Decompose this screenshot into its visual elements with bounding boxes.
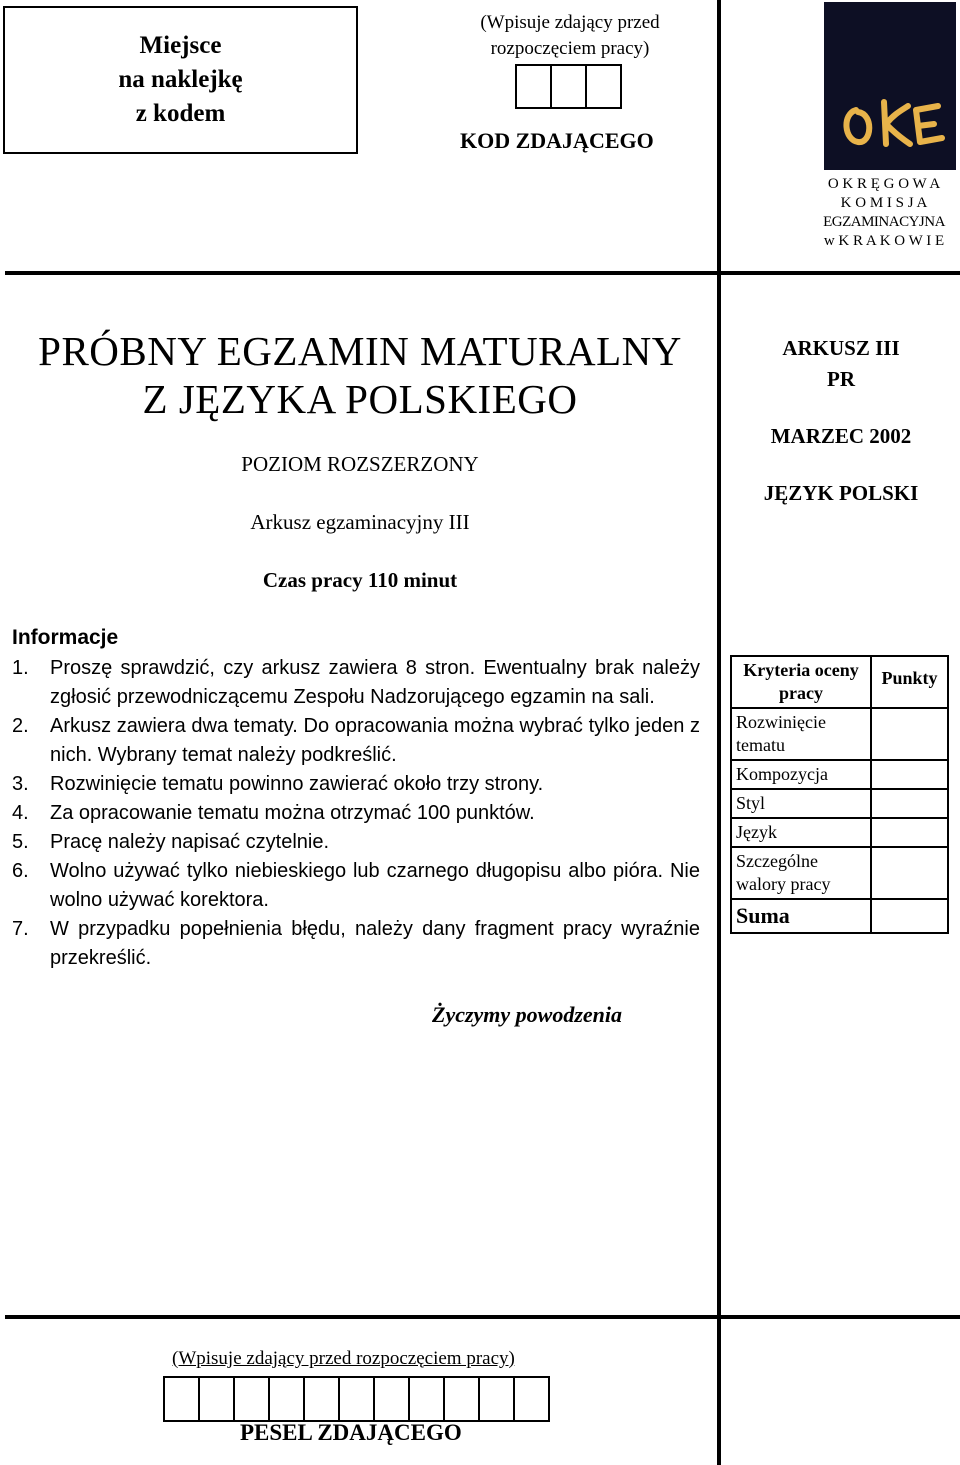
sticker-line-3: z kodem bbox=[135, 100, 226, 127]
info-item bbox=[12, 712, 700, 770]
info-item-number: 3. bbox=[12, 773, 29, 795]
exam-title-line-2: Z JĘZYKA POLSKIEGO bbox=[142, 376, 578, 422]
info-list bbox=[12, 654, 700, 973]
info-item bbox=[12, 799, 700, 828]
criterion-label: Język bbox=[731, 818, 871, 847]
code-box-2[interactable] bbox=[550, 64, 587, 109]
criterion-label: Szczególne walory pracy bbox=[731, 847, 871, 899]
info-item-text: Wolno używać tylko niebieskiego lub czarnego długopisu albo pióra. Nie wolno używać korektora. bbox=[50, 860, 700, 911]
table-row bbox=[731, 789, 948, 818]
table-row bbox=[731, 847, 948, 899]
code-note-line-2: rozpoczęciem pracy) bbox=[490, 38, 650, 59]
code-boxes bbox=[517, 64, 622, 109]
points-header: Punkty bbox=[871, 656, 948, 708]
criterion-points[interactable] bbox=[871, 818, 948, 847]
info-heading: Informacje bbox=[12, 626, 119, 649]
vertical-divider-top bbox=[717, 0, 721, 1465]
info-item-text: Arkusz zawiera dwa tematy. Do opracowania można wybrać tylko jeden z nich. Wybrany temat należy podkreślić. bbox=[50, 715, 700, 766]
pesel-box-2[interactable] bbox=[198, 1376, 235, 1422]
table-row bbox=[731, 760, 948, 789]
exam-title bbox=[10, 327, 710, 423]
pesel-boxes bbox=[165, 1376, 550, 1422]
code-note-line-1: (Wpisuje zdający przed bbox=[480, 12, 660, 33]
pesel-box-11[interactable] bbox=[513, 1376, 550, 1422]
info-item bbox=[12, 828, 700, 857]
exam-time: Czas pracy 110 minut bbox=[262, 568, 458, 592]
criteria-table bbox=[730, 655, 949, 934]
info-item-number: 2. bbox=[12, 715, 29, 737]
exam-title-line-1: PRÓBNY EGZAMIN MATURALNY bbox=[38, 328, 682, 374]
criterion-label: Kompozycja bbox=[731, 760, 871, 789]
code-label: KOD ZDAJĄCEGO bbox=[460, 128, 654, 153]
oke-caption bbox=[808, 175, 960, 251]
sum-label: Suma bbox=[731, 899, 871, 933]
exam-sheet: Arkusz egzaminacyjny III bbox=[250, 510, 470, 534]
table-row bbox=[731, 708, 948, 760]
criterion-points[interactable] bbox=[871, 760, 948, 789]
table-row bbox=[731, 818, 948, 847]
oke-logo bbox=[824, 2, 956, 170]
sticker-box bbox=[3, 6, 358, 154]
criteria-header: Kryteria oceny pracy bbox=[731, 656, 871, 708]
exam-level: POZIOM ROZSZERZONY bbox=[241, 452, 479, 476]
pesel-note: (Wpisuje zdający przed rozpoczęciem pracy) bbox=[172, 1348, 515, 1369]
criteria-header-row bbox=[731, 656, 948, 708]
exam-date: MARZEC 2002 bbox=[770, 424, 912, 448]
info-item-text: Pracę należy napisać czytelnie. bbox=[50, 831, 330, 853]
pesel-box-5[interactable] bbox=[303, 1376, 340, 1422]
horizontal-divider-top bbox=[5, 271, 960, 275]
info-item-number: 6. bbox=[12, 860, 29, 882]
pesel-box-4[interactable] bbox=[268, 1376, 305, 1422]
info-item bbox=[12, 857, 700, 915]
criterion-points[interactable] bbox=[871, 847, 948, 899]
arkusz-code: PR bbox=[827, 367, 855, 391]
table-row-sum bbox=[731, 899, 948, 933]
info-item-text: W przypadku popełnienia błędu, należy dany fragment pracy wyraźnie przekreślić. bbox=[50, 918, 700, 969]
code-note bbox=[440, 10, 700, 62]
code-box-1[interactable] bbox=[515, 64, 552, 109]
pesel-box-6[interactable] bbox=[338, 1376, 375, 1422]
pesel-box-9[interactable] bbox=[443, 1376, 480, 1422]
info-item-text: Za opracowanie tematu można otrzymać 100 punktów. bbox=[50, 802, 535, 824]
pesel-label: PESEL ZDAJĄCEGO bbox=[240, 1420, 462, 1445]
info-item bbox=[12, 915, 700, 973]
good-luck-message: Życzymy powodzenia bbox=[432, 1002, 623, 1027]
criterion-label: Styl bbox=[731, 789, 871, 818]
oke-caption-line-2: K O M I S J A bbox=[840, 195, 928, 211]
criterion-points[interactable] bbox=[871, 708, 948, 760]
oke-caption-line-1: O K R Ę G O W A bbox=[827, 176, 941, 192]
pesel-box-1[interactable] bbox=[163, 1376, 200, 1422]
info-item bbox=[12, 654, 700, 712]
info-item-text: Rozwinięcie tematu powinno zawierać około trzy strony. bbox=[50, 773, 544, 795]
pesel-box-8[interactable] bbox=[408, 1376, 445, 1422]
info-item-number: 4. bbox=[12, 802, 29, 824]
horizontal-divider-bottom bbox=[5, 1315, 960, 1319]
sum-points[interactable] bbox=[871, 899, 948, 933]
info-item-text: Proszę sprawdzić, czy arkusz zawiera 8 stron. Ewentualny brak należy zgłosić przewodniczącemu Zespołu Nadzorującego egzamin na sali. bbox=[50, 657, 700, 708]
arkusz-label: ARKUSZ III bbox=[782, 336, 900, 360]
oke-caption-line-3: EGZAMINACYJNA bbox=[823, 214, 945, 230]
info-item-number: 7. bbox=[12, 918, 29, 940]
exam-subject: JĘZYK POLSKI bbox=[763, 481, 919, 505]
pesel-box-10[interactable] bbox=[478, 1376, 515, 1422]
criterion-label: Rozwinięcie tematu bbox=[731, 708, 871, 760]
pesel-box-7[interactable] bbox=[373, 1376, 410, 1422]
criterion-points[interactable] bbox=[871, 789, 948, 818]
info-item bbox=[12, 770, 700, 799]
sticker-line-1: Miejsce bbox=[139, 32, 222, 59]
sticker-line-2: na naklejkę bbox=[118, 66, 243, 93]
code-box-3[interactable] bbox=[585, 64, 622, 109]
info-item-number: 5. bbox=[12, 831, 29, 853]
pesel-box-3[interactable] bbox=[233, 1376, 270, 1422]
oke-caption-line-4: w K R A K O W I E bbox=[823, 233, 945, 249]
info-item-number: 1. bbox=[12, 657, 29, 679]
